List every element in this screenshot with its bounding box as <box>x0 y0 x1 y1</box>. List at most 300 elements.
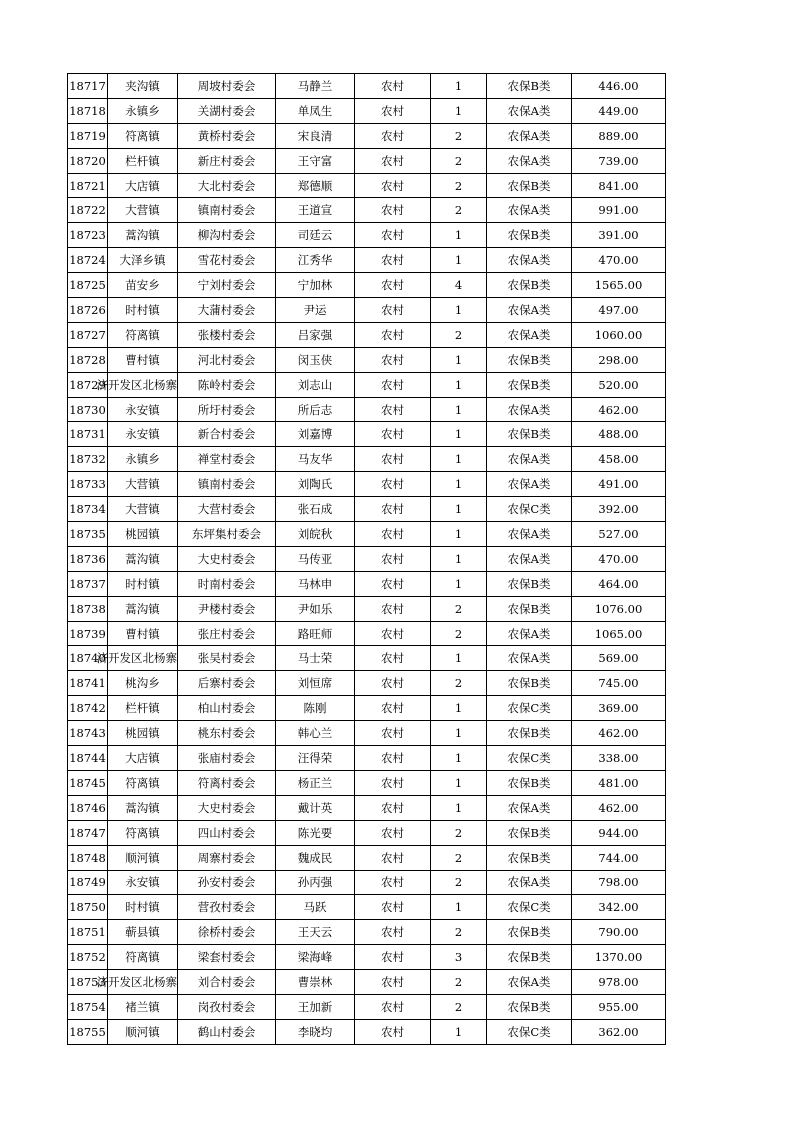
village-committee-cell: 黄桥村委会 <box>178 123 276 148</box>
amount-cell: 470.00 <box>572 248 666 273</box>
table-row <box>68 845 666 870</box>
township-cell <box>96 372 178 397</box>
category-cell: 农保C类 <box>487 746 572 771</box>
recipient-name-cell: 刘陶氏 <box>276 472 355 497</box>
amount-cell: 462.00 <box>572 397 666 422</box>
area-type-cell: 农村 <box>355 945 431 970</box>
record-number-cell: 18741 <box>68 671 108 696</box>
village-committee-cell: 四山村委会 <box>178 820 276 845</box>
household-size-cell: 2 <box>431 920 487 945</box>
category-cell: 农保B类 <box>487 223 572 248</box>
area-type-cell: 农村 <box>355 770 431 795</box>
village-committee-cell: 大北村委会 <box>178 173 276 198</box>
category-cell: 农保A类 <box>487 248 572 273</box>
household-size-cell: 1 <box>431 397 487 422</box>
recipient-name-cell: 马跃 <box>276 895 355 920</box>
area-type-cell: 农村 <box>355 198 431 223</box>
recipient-name-cell: 戴计英 <box>276 795 355 820</box>
amount-cell: 744.00 <box>572 845 666 870</box>
township-cell: 桃园镇 <box>108 522 178 547</box>
recipient-name-cell: 吕家强 <box>276 322 355 347</box>
table-row <box>68 671 666 696</box>
record-number-cell: 18751 <box>68 920 108 945</box>
amount-cell: 464.00 <box>572 571 666 596</box>
household-size-cell: 2 <box>431 148 487 173</box>
table-row <box>68 322 666 347</box>
recipient-name-cell: 张石成 <box>276 497 355 522</box>
household-size-cell: 1 <box>431 522 487 547</box>
household-size-cell: 1 <box>431 646 487 671</box>
amount-cell: 1065.00 <box>572 621 666 646</box>
table-row <box>68 422 666 447</box>
household-size-cell: 1 <box>431 248 487 273</box>
village-committee-cell: 周寨村委会 <box>178 845 276 870</box>
recipient-name-cell: 李晓均 <box>276 1019 355 1044</box>
category-cell: 农保A类 <box>487 870 572 895</box>
village-committee-cell: 关湖村委会 <box>178 98 276 123</box>
table-row <box>68 74 666 99</box>
table-row <box>68 148 666 173</box>
amount-cell: 978.00 <box>572 970 666 995</box>
amount-cell: 446.00 <box>572 74 666 99</box>
category-cell: 农保A类 <box>487 397 572 422</box>
category-cell: 农保B类 <box>487 945 572 970</box>
record-number-cell: 18723 <box>68 223 108 248</box>
village-committee-cell: 符离村委会 <box>178 770 276 795</box>
township-text: 济开发区北杨寨 <box>96 377 177 392</box>
village-committee-cell: 宁刘村委会 <box>178 273 276 298</box>
category-cell: 农保A类 <box>487 198 572 223</box>
amount-cell: 369.00 <box>572 696 666 721</box>
household-size-cell: 2 <box>431 123 487 148</box>
table-row <box>68 273 666 298</box>
area-type-cell: 农村 <box>355 447 431 472</box>
area-type-cell: 农村 <box>355 173 431 198</box>
category-cell: 农保A类 <box>487 522 572 547</box>
township-cell: 蒿沟镇 <box>108 546 178 571</box>
table-row <box>68 198 666 223</box>
amount-cell: 569.00 <box>572 646 666 671</box>
amount-cell: 449.00 <box>572 98 666 123</box>
category-cell: 农保B类 <box>487 845 572 870</box>
table-row <box>68 522 666 547</box>
area-type-cell: 农村 <box>355 1019 431 1044</box>
table-row <box>68 596 666 621</box>
category-cell: 农保B类 <box>487 571 572 596</box>
household-size-cell: 1 <box>431 696 487 721</box>
table-row <box>68 123 666 148</box>
category-cell: 农保B类 <box>487 372 572 397</box>
household-size-cell: 2 <box>431 198 487 223</box>
recipient-name-cell: 郑德顺 <box>276 173 355 198</box>
category-cell: 农保B类 <box>487 820 572 845</box>
record-number-cell: 18735 <box>68 522 108 547</box>
township-cell: 夹沟镇 <box>108 74 178 99</box>
table-row <box>68 795 666 820</box>
relief-roster-table <box>67 73 666 1045</box>
village-committee-cell: 桃东村委会 <box>178 721 276 746</box>
amount-cell: 798.00 <box>572 870 666 895</box>
area-type-cell: 农村 <box>355 820 431 845</box>
record-number-cell: 18727 <box>68 322 108 347</box>
category-cell: 农保A类 <box>487 447 572 472</box>
household-size-cell: 1 <box>431 721 487 746</box>
table-row <box>68 895 666 920</box>
record-number-cell: 18740 <box>68 646 108 671</box>
category-cell: 农保B类 <box>487 770 572 795</box>
village-committee-cell: 鹤山村委会 <box>178 1019 276 1044</box>
household-size-cell: 1 <box>431 1019 487 1044</box>
category-cell: 农保A类 <box>487 472 572 497</box>
category-cell: 农保B类 <box>487 920 572 945</box>
household-size-cell: 1 <box>431 472 487 497</box>
record-number-cell: 18737 <box>68 571 108 596</box>
township-cell: 大营镇 <box>108 497 178 522</box>
amount-cell: 462.00 <box>572 721 666 746</box>
amount-cell: 298.00 <box>572 347 666 372</box>
amount-cell: 889.00 <box>572 123 666 148</box>
household-size-cell: 1 <box>431 98 487 123</box>
amount-cell: 362.00 <box>572 1019 666 1044</box>
category-cell: 农保C类 <box>487 497 572 522</box>
record-number-cell: 18719 <box>68 123 108 148</box>
recipient-name-cell: 刘恒席 <box>276 671 355 696</box>
recipient-name-cell: 闵玉侠 <box>276 347 355 372</box>
village-committee-cell: 大蒲村委会 <box>178 298 276 323</box>
recipient-name-cell: 梁海峰 <box>276 945 355 970</box>
record-number-cell: 18728 <box>68 347 108 372</box>
recipient-name-cell: 马传亚 <box>276 546 355 571</box>
area-type-cell: 农村 <box>355 298 431 323</box>
recipient-name-cell: 江秀华 <box>276 248 355 273</box>
recipient-name-cell: 王道宣 <box>276 198 355 223</box>
township-cell: 蕲县镇 <box>108 920 178 945</box>
table-row <box>68 372 666 397</box>
table-row <box>68 770 666 795</box>
household-size-cell: 1 <box>431 746 487 771</box>
category-cell: 农保B类 <box>487 422 572 447</box>
area-type-cell: 农村 <box>355 422 431 447</box>
category-cell: 农保A类 <box>487 546 572 571</box>
area-type-cell: 农村 <box>355 721 431 746</box>
township-cell: 桃园镇 <box>108 721 178 746</box>
recipient-name-cell: 路旺师 <box>276 621 355 646</box>
village-committee-cell: 大史村委会 <box>178 546 276 571</box>
township-cell: 符离镇 <box>108 945 178 970</box>
township-cell: 蒿沟镇 <box>108 223 178 248</box>
category-cell: 农保A类 <box>487 970 572 995</box>
record-number-cell: 18752 <box>68 945 108 970</box>
table-row <box>68 546 666 571</box>
village-committee-cell: 柳沟村委会 <box>178 223 276 248</box>
area-type-cell: 农村 <box>355 497 431 522</box>
amount-cell: 491.00 <box>572 472 666 497</box>
recipient-name-cell: 魏成民 <box>276 845 355 870</box>
recipient-name-cell: 马友华 <box>276 447 355 472</box>
village-committee-cell: 时南村委会 <box>178 571 276 596</box>
township-cell: 蒿沟镇 <box>108 596 178 621</box>
area-type-cell: 农村 <box>355 571 431 596</box>
household-size-cell: 1 <box>431 347 487 372</box>
recipient-name-cell: 司廷云 <box>276 223 355 248</box>
township-cell: 符离镇 <box>108 770 178 795</box>
table-row <box>68 447 666 472</box>
recipient-name-cell: 刘皖秋 <box>276 522 355 547</box>
area-type-cell: 农村 <box>355 273 431 298</box>
table-row <box>68 497 666 522</box>
village-committee-cell: 柏山村委会 <box>178 696 276 721</box>
village-committee-cell: 大营村委会 <box>178 497 276 522</box>
area-type-cell: 农村 <box>355 895 431 920</box>
recipient-name-cell: 单凤生 <box>276 98 355 123</box>
category-cell: 农保B类 <box>487 347 572 372</box>
township-cell: 大店镇 <box>108 746 178 771</box>
record-number-cell: 18746 <box>68 795 108 820</box>
township-cell: 桃沟乡 <box>108 671 178 696</box>
table-row <box>68 646 666 671</box>
category-cell: 农保A类 <box>487 621 572 646</box>
recipient-name-cell: 陈光要 <box>276 820 355 845</box>
record-number-cell: 18753 <box>68 970 108 995</box>
township-cell <box>96 646 178 671</box>
township-cell: 时村镇 <box>108 571 178 596</box>
township-cell: 褚兰镇 <box>108 994 178 1019</box>
recipient-name-cell: 尹如乐 <box>276 596 355 621</box>
village-committee-cell: 梁套村委会 <box>178 945 276 970</box>
record-number-cell: 18730 <box>68 397 108 422</box>
household-size-cell: 2 <box>431 173 487 198</box>
township-cell: 符离镇 <box>108 123 178 148</box>
record-number-cell: 18729 <box>68 372 108 397</box>
table-row <box>68 298 666 323</box>
amount-cell: 338.00 <box>572 746 666 771</box>
area-type-cell: 农村 <box>355 696 431 721</box>
household-size-cell: 1 <box>431 546 487 571</box>
township-text: 济开发区北杨寨 <box>96 651 177 666</box>
record-number-cell: 18742 <box>68 696 108 721</box>
category-cell: 农保C类 <box>487 696 572 721</box>
record-number-cell: 18748 <box>68 845 108 870</box>
recipient-name-cell: 曹崇林 <box>276 970 355 995</box>
category-cell: 农保B类 <box>487 173 572 198</box>
recipient-name-cell: 刘嘉博 <box>276 422 355 447</box>
record-number-cell: 18725 <box>68 273 108 298</box>
area-type-cell: 农村 <box>355 397 431 422</box>
record-number-cell: 18721 <box>68 173 108 198</box>
village-committee-cell: 张庄村委会 <box>178 621 276 646</box>
township-cell: 永安镇 <box>108 870 178 895</box>
recipient-name-cell: 宁加林 <box>276 273 355 298</box>
record-number-cell: 18738 <box>68 596 108 621</box>
category-cell: 农保A类 <box>487 148 572 173</box>
category-cell: 农保A类 <box>487 322 572 347</box>
township-cell: 永安镇 <box>108 397 178 422</box>
amount-cell: 1370.00 <box>572 945 666 970</box>
household-size-cell: 1 <box>431 422 487 447</box>
table-row <box>68 994 666 1019</box>
category-cell: 农保A类 <box>487 123 572 148</box>
village-committee-cell: 镇南村委会 <box>178 198 276 223</box>
record-number-cell: 18747 <box>68 820 108 845</box>
table-row <box>68 945 666 970</box>
area-type-cell: 农村 <box>355 746 431 771</box>
recipient-name-cell: 陈刚 <box>276 696 355 721</box>
recipient-name-cell: 马士荣 <box>276 646 355 671</box>
township-cell: 大营镇 <box>108 198 178 223</box>
township-cell: 大营镇 <box>108 472 178 497</box>
table-row <box>68 98 666 123</box>
township-cell: 时村镇 <box>108 298 178 323</box>
table-body <box>68 74 666 1045</box>
table-row <box>68 970 666 995</box>
household-size-cell: 1 <box>431 372 487 397</box>
township-cell: 栏杆镇 <box>108 696 178 721</box>
record-number-cell: 18733 <box>68 472 108 497</box>
household-size-cell: 1 <box>431 447 487 472</box>
record-number-cell: 18722 <box>68 198 108 223</box>
table-row <box>68 173 666 198</box>
township-cell: 符离镇 <box>108 322 178 347</box>
village-committee-cell: 陈岭村委会 <box>178 372 276 397</box>
village-committee-cell: 河北村委会 <box>178 347 276 372</box>
village-committee-cell: 后寨村委会 <box>178 671 276 696</box>
village-committee-cell: 周坡村委会 <box>178 74 276 99</box>
recipient-name-cell: 尹运 <box>276 298 355 323</box>
record-number-cell: 18731 <box>68 422 108 447</box>
township-cell <box>96 970 178 995</box>
amount-cell: 991.00 <box>572 198 666 223</box>
village-committee-cell: 新合村委会 <box>178 422 276 447</box>
township-cell: 永镇乡 <box>108 98 178 123</box>
area-type-cell: 农村 <box>355 795 431 820</box>
village-committee-cell: 徐桥村委会 <box>178 920 276 945</box>
category-cell: 农保C类 <box>487 895 572 920</box>
table-row <box>68 696 666 721</box>
household-size-cell: 2 <box>431 596 487 621</box>
amount-cell: 391.00 <box>572 223 666 248</box>
record-number-cell: 18736 <box>68 546 108 571</box>
table-row <box>68 870 666 895</box>
area-type-cell: 农村 <box>355 870 431 895</box>
household-size-cell: 4 <box>431 273 487 298</box>
area-type-cell: 农村 <box>355 223 431 248</box>
table-row <box>68 721 666 746</box>
amount-cell: 497.00 <box>572 298 666 323</box>
record-number-cell: 18755 <box>68 1019 108 1044</box>
household-size-cell: 3 <box>431 945 487 970</box>
recipient-name-cell: 王守富 <box>276 148 355 173</box>
area-type-cell: 农村 <box>355 123 431 148</box>
record-number-cell: 18743 <box>68 721 108 746</box>
area-type-cell: 农村 <box>355 98 431 123</box>
record-number-cell: 18734 <box>68 497 108 522</box>
amount-cell: 458.00 <box>572 447 666 472</box>
category-cell: 农保B类 <box>487 596 572 621</box>
area-type-cell: 农村 <box>355 372 431 397</box>
recipient-name-cell: 所后志 <box>276 397 355 422</box>
village-committee-cell: 所圩村委会 <box>178 397 276 422</box>
recipient-name-cell: 王加新 <box>276 994 355 1019</box>
township-cell: 栏杆镇 <box>108 148 178 173</box>
township-cell: 符离镇 <box>108 820 178 845</box>
amount-cell: 955.00 <box>572 994 666 1019</box>
recipient-name-cell: 马林申 <box>276 571 355 596</box>
household-size-cell: 2 <box>431 845 487 870</box>
township-cell: 曹村镇 <box>108 621 178 646</box>
record-number-cell: 18750 <box>68 895 108 920</box>
record-number-cell: 18739 <box>68 621 108 646</box>
recipient-name-cell: 杨正兰 <box>276 770 355 795</box>
amount-cell: 392.00 <box>572 497 666 522</box>
household-size-cell: 1 <box>431 571 487 596</box>
amount-cell: 745.00 <box>572 671 666 696</box>
village-committee-cell: 大史村委会 <box>178 795 276 820</box>
recipient-name-cell: 宋良清 <box>276 123 355 148</box>
amount-cell: 462.00 <box>572 795 666 820</box>
area-type-cell: 农村 <box>355 845 431 870</box>
area-type-cell: 农村 <box>355 322 431 347</box>
table-row <box>68 223 666 248</box>
recipient-name-cell: 王天云 <box>276 920 355 945</box>
record-number-cell: 18724 <box>68 248 108 273</box>
household-size-cell: 2 <box>431 970 487 995</box>
village-committee-cell: 东坪集村委会 <box>178 522 276 547</box>
village-committee-cell: 雪花村委会 <box>178 248 276 273</box>
township-cell: 顺河镇 <box>108 845 178 870</box>
table-row <box>68 1019 666 1044</box>
table-row <box>68 746 666 771</box>
category-cell: 农保A类 <box>487 646 572 671</box>
amount-cell: 481.00 <box>572 770 666 795</box>
category-cell: 农保A类 <box>487 98 572 123</box>
village-committee-cell: 禅堂村委会 <box>178 447 276 472</box>
category-cell: 农保B类 <box>487 721 572 746</box>
recipient-name-cell: 孙丙强 <box>276 870 355 895</box>
village-committee-cell: 新庄村委会 <box>178 148 276 173</box>
recipient-name-cell: 马静兰 <box>276 74 355 99</box>
table-row <box>68 820 666 845</box>
township-cell: 大泽乡镇 <box>108 248 178 273</box>
township-cell: 曹村镇 <box>108 347 178 372</box>
area-type-cell: 农村 <box>355 596 431 621</box>
household-size-cell: 1 <box>431 74 487 99</box>
township-cell: 蒿沟镇 <box>108 795 178 820</box>
area-type-cell: 农村 <box>355 621 431 646</box>
category-cell: 农保A类 <box>487 795 572 820</box>
amount-cell: 1565.00 <box>572 273 666 298</box>
record-number-cell: 18754 <box>68 994 108 1019</box>
record-number-cell: 18726 <box>68 298 108 323</box>
amount-cell: 342.00 <box>572 895 666 920</box>
record-number-cell: 18720 <box>68 148 108 173</box>
area-type-cell: 农村 <box>355 970 431 995</box>
area-type-cell: 农村 <box>355 148 431 173</box>
table-row <box>68 920 666 945</box>
village-committee-cell: 刘合村委会 <box>178 970 276 995</box>
township-text: 济开发区北杨寨 <box>96 975 177 989</box>
category-cell: 农保C类 <box>487 1019 572 1044</box>
household-size-cell: 1 <box>431 770 487 795</box>
area-type-cell: 农村 <box>355 546 431 571</box>
township-cell: 顺河镇 <box>108 1019 178 1044</box>
amount-cell: 944.00 <box>572 820 666 845</box>
category-cell: 农保A类 <box>487 298 572 323</box>
township-cell: 永安镇 <box>108 422 178 447</box>
amount-cell: 488.00 <box>572 422 666 447</box>
amount-cell: 520.00 <box>572 372 666 397</box>
area-type-cell: 农村 <box>355 347 431 372</box>
table-row <box>68 347 666 372</box>
